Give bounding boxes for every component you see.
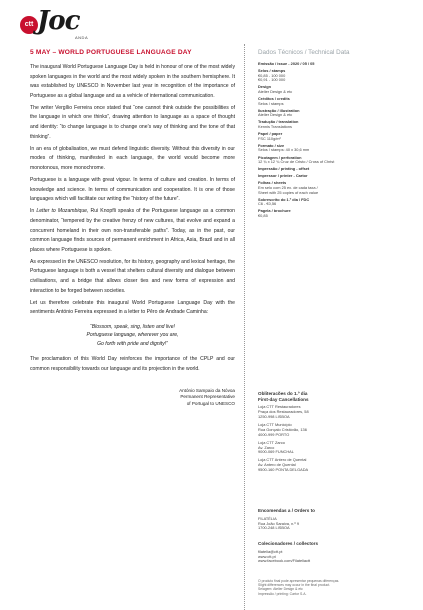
paragraph: The writer Vergílio Ferreira once stated that “one cannot think outside the possibilities of the language in which one thinks”, drawing attention to language as a space of thought and identity: “to change language is to change one's way of thinking and the tone of that thinking”. (30, 104, 235, 140)
technical-data-list (258, 62, 413, 219)
paragraph: The inaugural World Portuguese Language Day is held in honour of one of the most widely spoken languages in the world and the most widely spoken in the southern hemisphere. It was established by UNESCO in November last year in recognition of the importance of Portuguese as a global language and as a vehicle of international communication. (30, 64, 235, 99)
post-office-line: 1250-998 LISBOA (258, 414, 290, 419)
footnote (258, 579, 413, 596)
collectors-heading: Colecionadores / collectors (258, 541, 318, 546)
collectors-facebook[interactable]: www.facebook.com/Filateliactt (258, 558, 311, 564)
orders-heading: Encomendas a / Orders to (258, 508, 315, 513)
fdc-heading: Obliteracões do 1.º dia (258, 391, 308, 396)
technical-data-entry (258, 156, 413, 165)
paragraph (30, 207, 235, 255)
technical-data-entry (258, 198, 413, 207)
technical-data-entry (258, 181, 413, 195)
technical-data-label: Papel / paper (258, 131, 283, 137)
post-office-line: Loja CTT Restauradores (258, 404, 301, 410)
post-office-line: Av. Zarco (258, 444, 275, 450)
paragraph-prefix: In (30, 208, 37, 215)
technical-data-entry (258, 120, 413, 129)
logo-subtitle: ANDA (75, 35, 89, 40)
page-title: 5 MAY – WORLD PORTUGUESE LANGUAGE DAY (30, 49, 192, 56)
technical-data-label: Créditos / credits (258, 96, 290, 102)
technical-data-entry (258, 109, 413, 118)
letter-title: Letter to Mozambique (36, 208, 88, 215)
post-office-line: Rua Gonçalo Cristóvão, 136 (258, 426, 307, 432)
quote-line: Portuguese language, wherever you are, (86, 332, 179, 339)
technical-data-label: Selos / stamps (258, 68, 286, 74)
technical-data-entry (258, 62, 413, 67)
post-office-line: 9500-160 PONTA DELGADA (258, 467, 309, 473)
collectors-section (258, 541, 413, 564)
technical-data-label: Design (258, 84, 271, 90)
fdc-office-list (258, 405, 413, 473)
article-body (30, 63, 235, 375)
signature-block (30, 388, 235, 408)
technical-data-value: Sheet with 25 copies of each value (258, 189, 319, 195)
orders-line: 1700-248 LISBOA (258, 525, 290, 531)
logo-script: Joc (37, 6, 80, 36)
technical-data-entry (258, 85, 413, 94)
technical-data-value: Em selo com 25 ex. de cada taxa / (258, 184, 318, 190)
post-office-entry (258, 441, 413, 456)
technical-data-value: Atelier Design & etc (258, 112, 293, 118)
technical-data-heading: Dados Técnicos / Technical Data (258, 49, 350, 56)
technical-data-value: Kennis Translations (258, 124, 292, 130)
technical-data-label: Impressor / printer - Cartor (258, 173, 308, 179)
quote-line: “Blossom, speak, sing, listen and live! (90, 323, 175, 330)
paragraph: Let us therefore celebrate this inaugural World Portuguese Language Day with the sentiments António Ferreira expressed in a letter to Pêro de Andrade Caminha: (30, 299, 235, 316)
post-office-entry (258, 423, 413, 438)
collectors-email[interactable]: filatelia@ctt.pt (258, 548, 283, 554)
technical-data-label: Folhas / sheets (258, 180, 287, 186)
technical-data-entry (258, 69, 413, 83)
footnote-line: Selagem: Atelier Design & etc (258, 587, 303, 592)
post-office-line: 4000-999 PORTO (258, 431, 290, 437)
post-office-line: Loja CTT Município (258, 421, 292, 427)
technical-data-entry (258, 167, 413, 172)
orders-line: FILATÉLIA (258, 515, 277, 521)
orders-line: Rua João Saraiva, n.º 9 (258, 520, 299, 526)
signature-role: of Portugal to UNESCO (186, 400, 235, 406)
technical-data-column (258, 49, 413, 221)
ctt-logo (20, 6, 110, 40)
technical-data-entry (258, 144, 413, 153)
post-office-entry (258, 405, 413, 420)
technical-data-label: Pagela / brochure (258, 208, 291, 214)
technical-data-value: €0,91 - 100 000 (258, 77, 286, 83)
technical-data-value: €0,85 - 100 000 (258, 72, 286, 78)
orders-section (258, 508, 413, 531)
technical-data-entry (258, 174, 413, 179)
quote-line: Go forth with pride and dignity!” (97, 340, 168, 347)
technical-data-label: Formato / size (258, 142, 285, 148)
ctt-badge: ctt (20, 16, 38, 34)
footnote-line: O produto final pode apresentar pequenas diferenças. (258, 579, 340, 583)
footnote-line: Impressão / printing: Cartor S.A. (258, 591, 307, 596)
technical-data-value: Selos / stamps (258, 100, 284, 106)
technical-data-value: Atelier Design & etc (258, 88, 293, 94)
main-text-column (30, 49, 235, 407)
post-office-line: Av. Antero de Quental (258, 462, 296, 468)
signature-name: António Sampaio da Nóvoa (179, 387, 235, 393)
fdc-heading: First-day Cancellations (258, 396, 309, 402)
column-divider (244, 44, 245, 610)
technical-data-value: FSC 110g/m² (258, 135, 281, 141)
paragraph: As expressed in the UNESCO resolution, for its history, geography and lexical heritage, the Portuguese language is both a vessel that shelters cultural diversity and dialogue between civilisations, and a bridge that allows closer ties and new forms of expression and interaction to be forged between societies. (30, 258, 235, 294)
technical-data-label: Ilustração / illustration (258, 107, 300, 113)
technical-data-label: Sobrescrito do 1.º dia / FDC (258, 196, 310, 202)
paragraph-suffix: , Rui Knopfli speaks of the Portuguese language as a common denominator, “tempered by the creative frenzy of new cultures, that evolve and expand a concurrent homeland in their own non-transferable paths”. Today, as in the past, our common language finds sources of permanent enrichment in Africa, Asia, Brazil and in all places where Portuguese is spoken. (30, 208, 235, 253)
technical-data-value: C6 - €0,56 (258, 201, 277, 207)
post-office-entry (258, 458, 413, 473)
signature-role: Permanent Representative (180, 394, 235, 400)
technical-data-label: Picotagem / perforation (258, 154, 302, 160)
technical-data-value: 12 ¾ x 12 ¾ Cruz de Cristo / Cross of Christ (258, 159, 335, 165)
footnote-line: Slight differences may occur in the final product. (258, 583, 331, 588)
technical-data-label: Impressão / printing - offset (258, 166, 310, 172)
technical-data-value: €0,85 (258, 212, 268, 218)
post-office-line: Praça dos Restauradores, 58 (258, 409, 309, 415)
technical-data-value: Selos / stamps: 40 x 30,6 mm (258, 147, 310, 153)
paragraph: In an era of globalisation, we must defend linguistic diversity. Without this diversity in our modes of thinking, manifested in each language, the world would become more monotonous, more monochrome. (30, 145, 235, 171)
technical-data-entry (258, 209, 413, 218)
poem-quote (30, 323, 235, 349)
technical-data-label: Emissão / issue - 2020 / 05 / 05 (258, 61, 315, 66)
post-office-line: Loja CTT Zarco (258, 439, 285, 445)
technical-data-entry (258, 97, 413, 106)
first-day-cancellations (258, 391, 413, 473)
technical-data-label: Tradução / translation (258, 119, 299, 125)
collectors-website[interactable]: www.ctt.pt (258, 553, 276, 559)
paragraph: Portuguese is a language with great vigour. In terms of culture and creation. In terms of knowledge and science. In terms of communication and cooperation. It is one of those languages which will facilitate our writing the “history of the future”. (30, 177, 235, 203)
post-office-line: Loja CTT Antero de Quental (258, 457, 307, 463)
post-office-line: 9000-069 FUNCHAL (258, 449, 294, 455)
paragraph: The proclamation of this World Day reinforces the importance of the CPLP and our common responsibility towards our language and its projection in the world. (30, 356, 235, 372)
technical-data-entry (258, 132, 413, 141)
